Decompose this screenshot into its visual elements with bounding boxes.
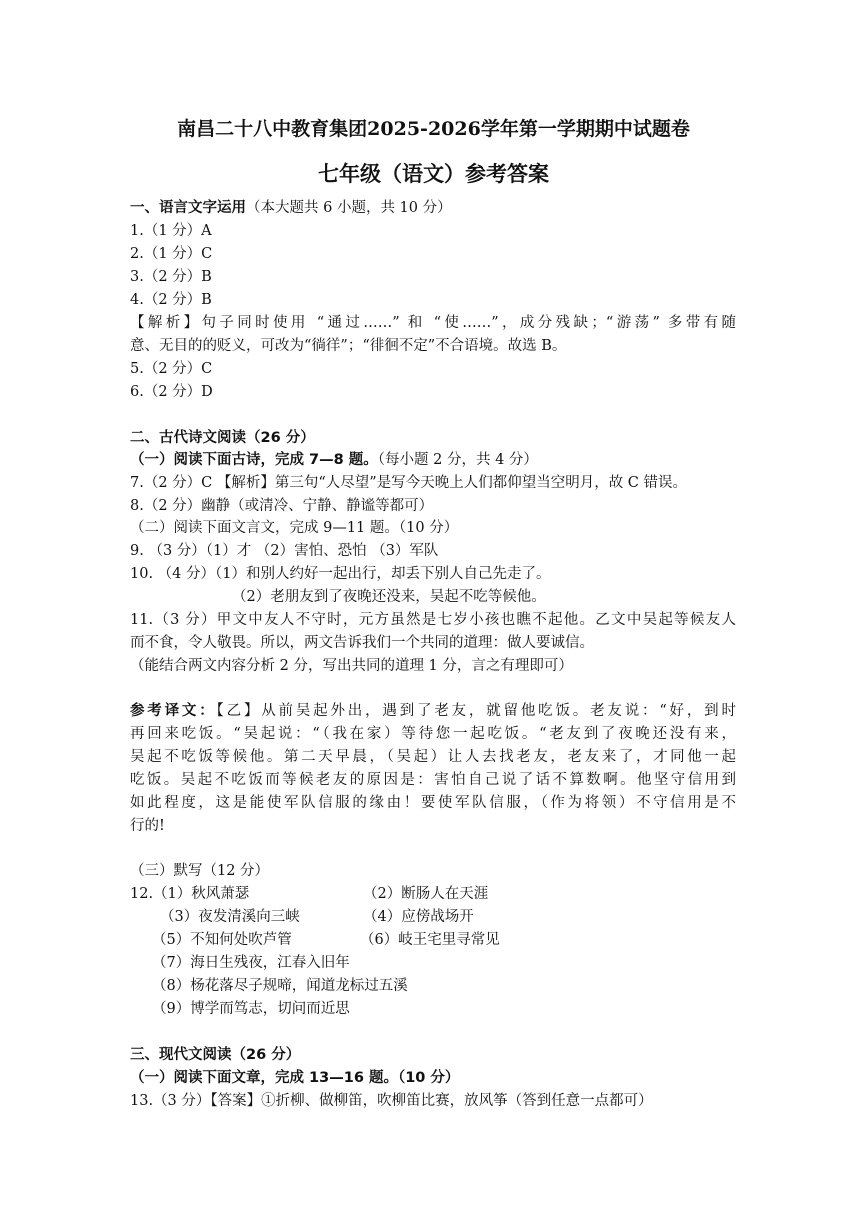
answer-q10-line-1: 10. （4 分）（1）和别人约好一起出行，却丢下别人自己先走了。 (130, 566, 551, 582)
answer-q2: 2.（1 分）C (130, 246, 213, 262)
answer-q3: 3.（2 分）B (130, 269, 212, 285)
part-2-1-note: （每小题 2 分，共 4 分） (377, 452, 538, 468)
part-2-2-heading: （二）阅读下面文言文，完成 9—11 题。（10 分） (130, 520, 459, 536)
answer-q11-line-3: （能结合两文内容分析 2 分，写出共同的道理 1 分，言之有理即可） (130, 658, 573, 674)
section-1-heading-line (130, 198, 452, 218)
section-1-heading: 一、语言文字运用 (130, 200, 246, 216)
translation-line-3: 吴起不吃饭等候他。第二天早晨，（吴起）让人去找老友，老友来了，才同他一起 (130, 749, 736, 765)
answer-q12-3: （3）夜发清溪向三峡 (160, 909, 300, 925)
answer-q6: 6.（2 分）D (130, 384, 213, 400)
answer-q12-2: （2）断肠人在天涯 (363, 886, 489, 902)
answer-q1: 1.（1 分）A (130, 223, 212, 239)
translation-label: 参考译文： (130, 703, 217, 719)
analysis-q4-line-1 (130, 313, 736, 333)
answer-q8: 8.（2 分）幽静（或清冷、宁静、静谧等都可） (130, 498, 434, 514)
answer-q11-line-1: 11.（3 分）甲文中友人不守时，元方虽然是七岁小孩也瞧不起他。乙文中吴起等候友人 (130, 612, 736, 628)
answer-q12-4: （4）应傍战场开 (363, 909, 474, 925)
section-1-note: （本大题共 6 小题，共 10 分） (246, 200, 452, 216)
analysis-q4-line-2: 意、无目的的贬义，可改为“徜徉”；“徘徊不定”不合语境。故选 B。 (130, 338, 567, 354)
answer-q11-line-2: 而不食，令人敬畏。所以，两文告诉我们一个共同的道理：做人要诚信。 (130, 635, 594, 651)
answer-q5: 5.（2 分）C (130, 361, 213, 377)
translation-text-1: 【乙】从前吴起外出，遇到了老友，就留他吃饭。老友说：“好，到时 (216, 703, 736, 719)
analysis-label: 【解析】 (130, 315, 202, 331)
section-2-heading: 二、古代诗文阅读（26 分） (130, 430, 315, 446)
answer-q12-5: （5）不知何处吹芦管 (152, 932, 292, 948)
translation-line-1 (130, 701, 736, 721)
answer-q13: 13.（3 分）【答案】①折柳、做柳笛，吹柳笛比赛，放风筝（答到任意一点都可） (130, 1093, 653, 1109)
document-subtitle: 七年级（语文）参考答案 (318, 161, 549, 186)
translation-line-2: 再回来吃饭。“吴起说：“（我在家）等待您一起吃饭。“老友到了夜晚还没有来， (130, 726, 736, 742)
analysis-q4-text-1: 句子同时使用 “通过……” 和 “使……”，成分残缺；“游荡” 多带有随 (201, 315, 736, 331)
answer-q9: 9. （3 分）（1）才 （2）害怕、恐怕 （3）军队 (130, 543, 439, 559)
answer-q4: 4.（2 分）B (130, 292, 212, 308)
answer-q10-line-2: （2）老朋友到了夜晚还没来，吴起不吃等候他。 (232, 589, 546, 605)
part-2-3-heading: （三）默写（12 分） (130, 863, 270, 879)
answer-q12-7: （7）海日生残夜，江春入旧年 (152, 955, 350, 971)
translation-line-6: 行的! (130, 818, 165, 834)
part-3-1-heading: （一）阅读下面文章，完成 13—16 题。（10 分） (130, 1070, 460, 1086)
translation-line-4: 吃饭。吴起不吃饭而等候老友的原因是：害怕自己说了话不算数啊。他坚守信用到 (130, 772, 736, 788)
answer-q12-8: （8）杨花落尽子规啼，闻道龙标过五溪 (152, 978, 408, 994)
answer-q12-9: （9）博学而笃志，切问而近思 (152, 1001, 350, 1017)
document-title: 南昌二十八中教育集团2025-2026学年第一学期期中试题卷 (177, 118, 690, 140)
part-2-1-heading-line (130, 450, 538, 470)
answer-q12-6: （6）岐王宅里寻常见 (360, 932, 500, 948)
answer-q12-1: 12.（1）秋风萧瑟 (130, 886, 250, 902)
answer-q7: 7.（2 分）C 【解析】第三句“人尽望”是写今天晚上人们都仰望当空明月，故 C 错误。 (130, 475, 688, 491)
part-2-1-heading: （一）阅读下面古诗，完成 7—8 题。 (130, 452, 378, 468)
translation-line-5: 如此程度，这是能使军队信服的缘由！要使军队信服，（作为将领）不守信用是不 (130, 795, 736, 811)
section-3-heading: 三、现代文阅读（26 分） (130, 1047, 301, 1063)
